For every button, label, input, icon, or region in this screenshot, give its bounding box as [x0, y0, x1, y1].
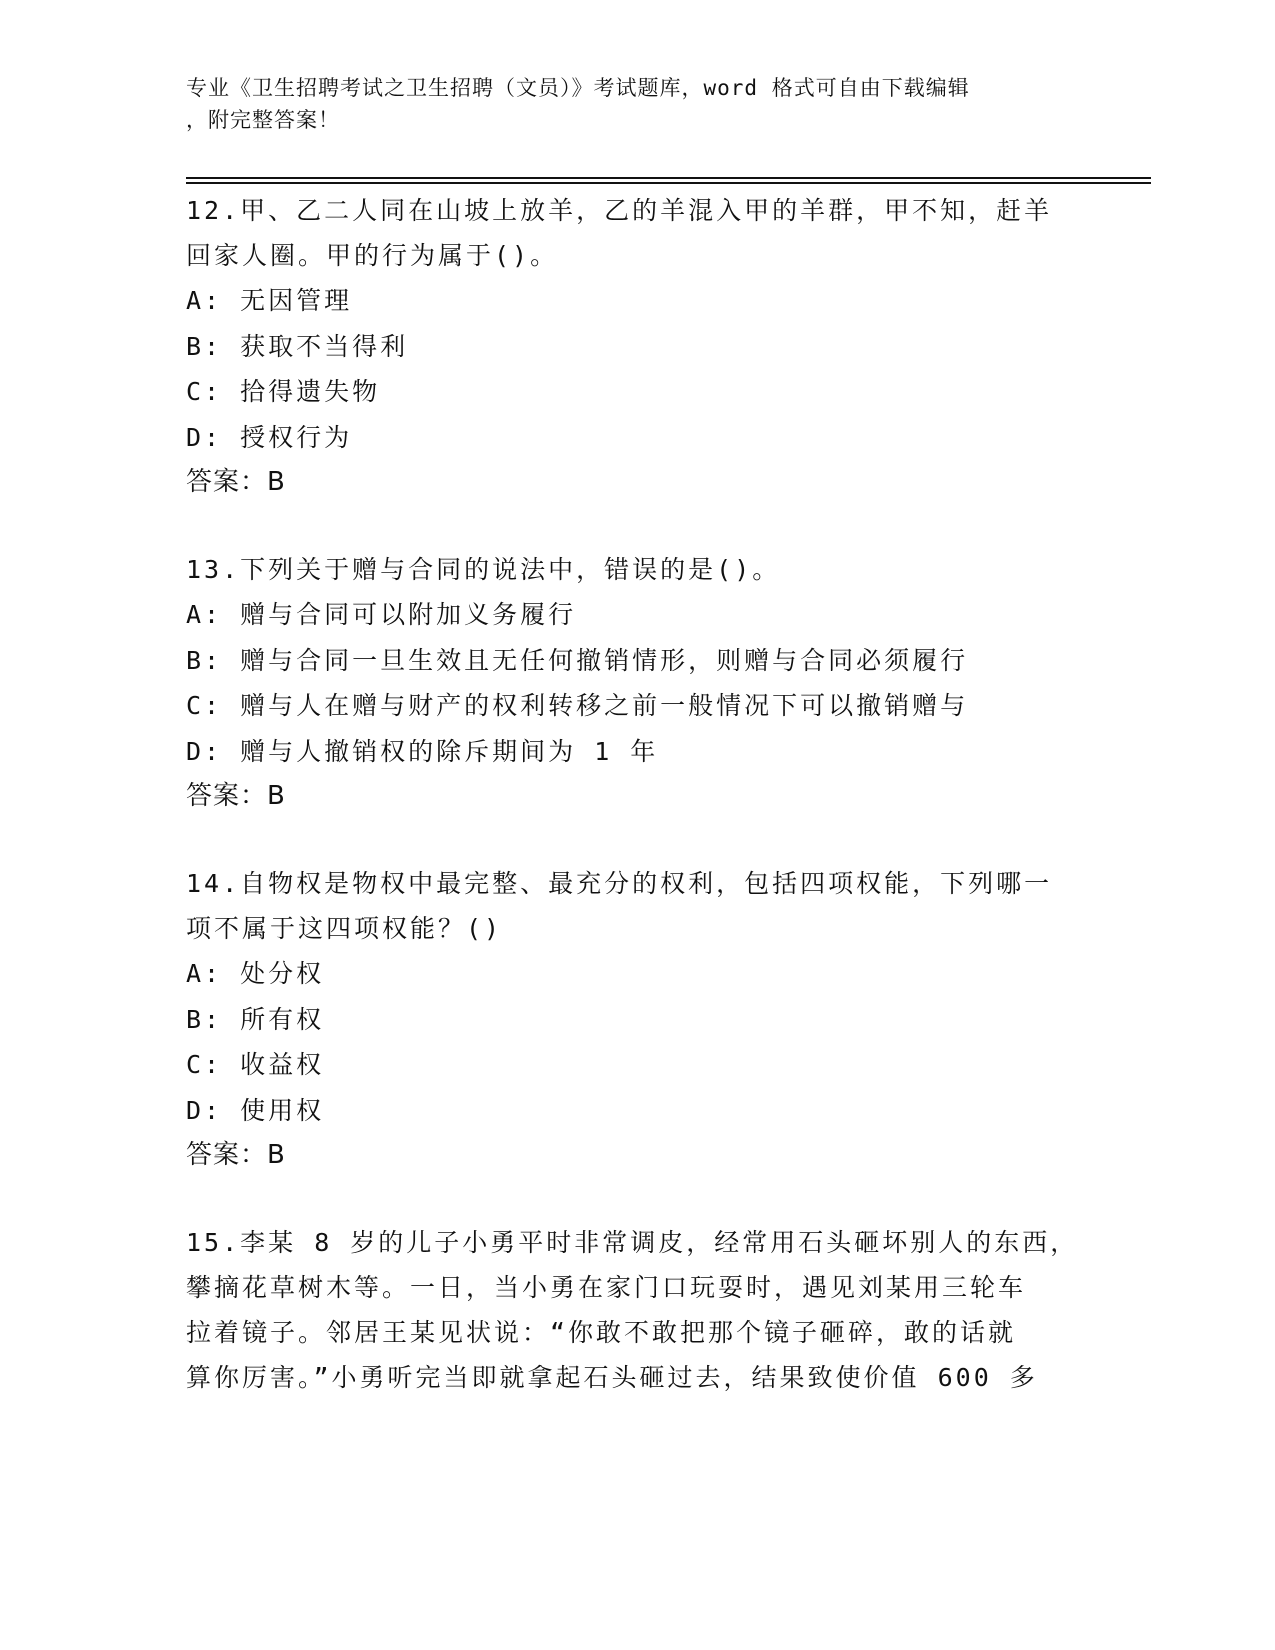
- option-c: C: 拾得遗失物: [186, 377, 381, 406]
- option-a: A: 赠与合同可以附加义务履行: [186, 600, 577, 629]
- spacer: [186, 819, 1086, 861]
- header-line-2: ，附完整答案！: [186, 108, 340, 132]
- option-d: D: 赠与人撤销权的除斥期间为 1 年: [186, 736, 659, 766]
- answer-text: 答案：B: [186, 467, 286, 497]
- answer-text: 答案：B: [186, 1140, 286, 1170]
- document-header: [186, 72, 1066, 136]
- option-d: D: 授权行为: [186, 422, 353, 452]
- option-c: C: 赠与人在赠与财产的权利转移之前一般情况下可以撤销赠与: [186, 691, 969, 720]
- question-stem-line: 项不属于这四项权能？(): [186, 914, 503, 943]
- question-15: [186, 1220, 1086, 1400]
- option-a: A: 处分权: [186, 959, 325, 988]
- option-c: C: 收益权: [186, 1050, 325, 1079]
- option-d: D: 使用权: [186, 1095, 325, 1125]
- option-b: B: 获取不当得利: [186, 331, 409, 361]
- question-stem-line: 拉着镜子。邻居王某见状说：“你敢不敢把那个镜子砸碎，敢的话就: [186, 1318, 1017, 1347]
- question-stem-line: 算你厉害。”小勇听完当即就拿起石头砸过去，结果致使价值 600 多: [186, 1363, 1038, 1392]
- spacer: [186, 1178, 1086, 1220]
- question-14: [186, 861, 1086, 1178]
- spacer: [186, 505, 1086, 547]
- option-a: A: 无因管理: [186, 286, 353, 315]
- question-stem-line: 15.李某 8 岁的儿子小勇平时非常调皮，经常用石头砸坏别人的东西，: [186, 1228, 1079, 1257]
- question-list: [186, 188, 1086, 1400]
- option-b: B: 赠与合同一旦生效且无任何撤销情形，则赠与合同必须履行: [186, 645, 969, 675]
- header-divider-top: [186, 177, 1151, 179]
- question-13: [186, 547, 1086, 819]
- question-stem-line: 12.甲、乙二人同在山坡上放羊，乙的羊混入甲的羊群，甲不知，赶羊: [186, 196, 1053, 225]
- option-b: B: 所有权: [186, 1004, 325, 1034]
- question-stem-line: 13.下列关于赠与合同的说法中，错误的是()。: [186, 555, 781, 584]
- answer-text: 答案：B: [186, 781, 286, 811]
- header-line-1: 专业《卫生招聘考试之卫生招聘（文员）》考试题库，word 格式可自由下载编辑: [186, 76, 970, 100]
- question-stem-line: 回家人圈。甲的行为属于()。: [186, 241, 559, 270]
- question-stem-line: 14.自物权是物权中最完整、最充分的权利，包括四项权能，下列哪一: [186, 869, 1053, 898]
- header-divider-bottom: [186, 182, 1151, 184]
- question-stem-line: 攀摘花草树木等。一日，当小勇在家门口玩耍时，遇见刘某用三轮车: [186, 1273, 1027, 1302]
- question-12: [186, 188, 1086, 505]
